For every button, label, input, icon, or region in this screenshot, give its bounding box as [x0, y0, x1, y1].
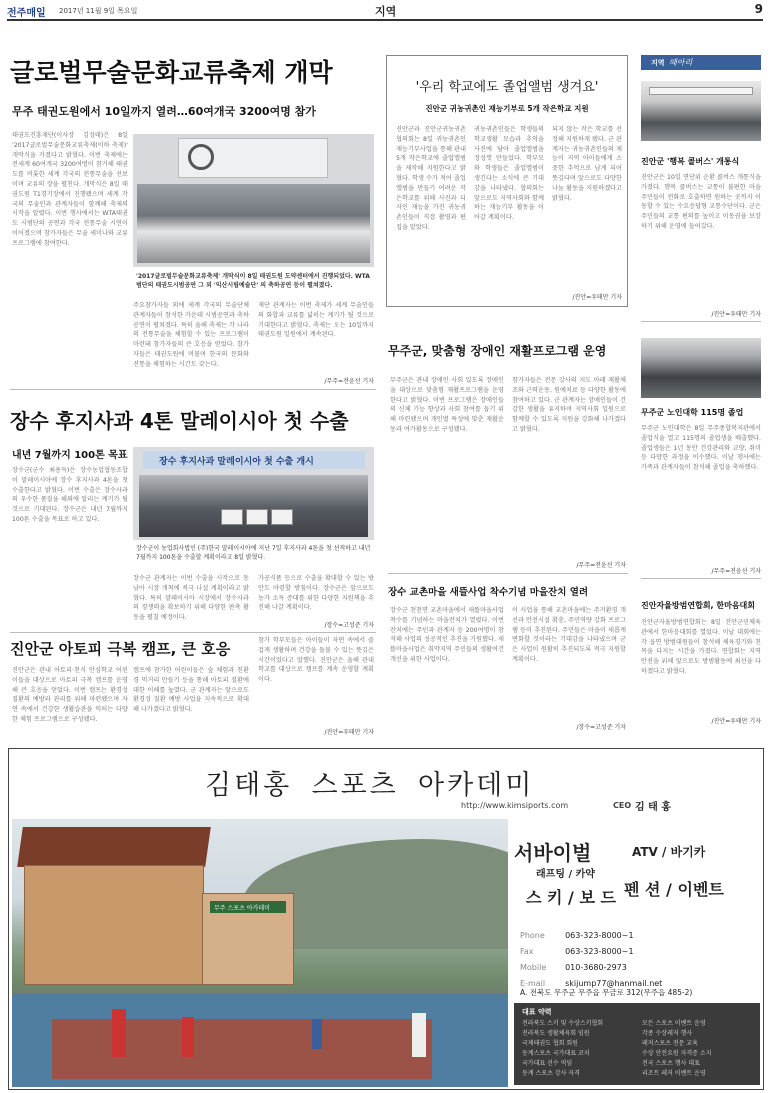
building-sign: [210, 901, 286, 913]
article6-title: 장수 교촌마을 새뜰사업 착수기념 마을잔치 열려: [388, 587, 589, 598]
taekwondo-logo-icon: [188, 144, 214, 170]
ad-ceo-name: 김 태 홍: [635, 802, 671, 813]
ad-frame: [8, 748, 764, 1090]
article6-byline: /장수=고성준 기자: [576, 724, 626, 731]
ad-mobile-label: Mobile: [520, 963, 547, 972]
rule-3: [388, 573, 628, 574]
ad-fax-label: Fax: [520, 947, 534, 956]
article2-title: 장수 후지사과 4톤 말레이시아 첫 수출: [10, 409, 349, 433]
building-roof: [17, 827, 211, 867]
article3-byline: /진안=우태만 기자: [324, 729, 374, 736]
ad-mobile: 010-3680-2973: [565, 963, 627, 972]
sidebar-label-accent: 때아리: [669, 58, 693, 67]
sidebar-photo-2: [641, 338, 761, 398]
building: [24, 865, 204, 985]
crowd: [137, 184, 370, 263]
article3-col3: 참가 학부모들은 아이들이 자연 속에서 즐겁게 생활하며 건강을 돌볼 수 있는 뜻깊은 시간이었다고 말했다. 진안군은 올해 관내 학교를 대상으로 캠프를 계속 운영할 계획이다.: [258, 637, 374, 684]
sidebar-rule-1: [641, 321, 761, 322]
ad-history-right: [642, 1019, 758, 1079]
article3-col1: 진안군은 관내 아토피·천식 안심학교 어린이들을 대상으로 아토피 극복 캠프를 운영해 큰 호응을 얻었다. 이번 캠프는 환경성 질환의 예방과 관리를 위해 마련됐으며 자연 속에서 건강한 생활습관을 익히는 다양한 체험 프로그램으로 구성됐다.: [12, 667, 128, 723]
ad-history-item: 국가대표 선수 역임: [522, 1060, 573, 1067]
article5-title: 무주군, 맞춤형 장애인 재활프로그램 운영: [388, 344, 607, 358]
sidebar-item2-text: 무주군 노인대학은 8일 무주종합복지관에서 졸업식을 열고 115명의 졸업생을 배출했다. 졸업생들은 1년 동안 건강관리와 교양, 취미 등 다양한 과정을 이수했다. 이날 행사에는 가족과 관계자들이 참석해 졸업을 축하했다.: [641, 425, 761, 472]
ad-fax: 063-323-8000~1: [565, 947, 634, 956]
building-sign-text: 무주 스포츠 아카데미: [214, 905, 270, 912]
article1-col1: 태권도진흥재단(이사장 김성태)은 8일 '2017글로벌무술문화교류축제(이하 축제)' 개막식을 가졌다고 밝혔다. 이번 축제에는 전세계 60여개국 3200여명이 참가해 태권도를 비롯한 세계 각국의 전통무술을 선보이며 교류의 장을 펼친다. 개막식은 8일 태권도원 T1경기장에서 진행됐으며 세계 각국의 무술인과 관계자들이 함께해 축제의 시작을 알렸다. 이번 행사에서는 WTA태권도 시범단의 공연과 각국 전통무술 시연이 이어졌으며 참가자들은 무술 세미나와 교류 프로그램에 참여한다.: [12, 132, 128, 247]
ad-history-item: 리조트 레저 이벤트 운영: [642, 1070, 706, 1077]
sidebar-item1-text: 진안군은 10일 면단위 순환 콜버스 개통식을 가졌다. 행복 콜버스는 교통이 불편한 마을 주민들이 전화로 호출하면 원하는 곳까지 이동할 수 있는 수요응답형 교통수단이다. 군은 주민들의 교통 편의를 높이고 이동권을 보장하기 위해 운영에 들어갔다.: [641, 174, 761, 230]
ad-url: http://www.kimsiports.com: [461, 801, 569, 810]
page-number: 9: [754, 2, 763, 16]
article4-col1: 진안군과 진안군귀농귀촌협의회는 8일 귀농귀촌인 재능기부사업을 통해 관내 5개 작은학교에 졸업앨범을 제작해 지원한다고 밝혔다. 학생 수가 적어 졸업앨범을 만들기 어려운 작은학교를 위해 사진과 디자인 재능을 가진 귀농귀촌인들이 직접 촬영과 편집을 맡았다.: [396, 126, 466, 231]
photo-banner-text: 장수 후지사과 말레이시아 첫 수출 개시: [159, 457, 314, 467]
ad-right-sub3: 스 키 / 보 드: [526, 888, 616, 907]
article2-photo-caption: 장수군이 농업회사법인 (주)한국 말레이시아에 지난 7일 후지사과 4톤을 첫 선적하고 내년 7월까지 100톤을 수출할 계획이라고 8일 밝혔다.: [136, 545, 371, 561]
ad-history-item: 수상 안전요원 자격증 소지: [642, 1050, 712, 1057]
article2-col2: 장수군 관계자는 이번 수출을 시작으로 동남아 시장 개척에 적극 나설 계획이라고 밝혔다. 특히 말레이시아 시장에서 장수사과의 경쟁력을 확보하기 위해 다양한 판촉 활동을 펼칠 예정이다.: [133, 575, 249, 622]
article4-subtitle: 진안군 귀농귀촌인 재능기부로 5개 작은학교 지원: [425, 104, 589, 113]
section-name: 지역: [375, 5, 397, 18]
apple-box-3: [271, 509, 293, 525]
masthead-rule: [7, 19, 763, 21]
ad-history-item: 동계 스포츠 강사 자격: [522, 1070, 580, 1077]
article2-col1: 장수군(군수 최용득)은 장수농업협동조합이 말레이시아에 장수 후지사과 4톤을 첫 수출한다고 밝혔다. 이번 수출은 장수사과의 우수한 품질을 해외에 알리는 계기가 될 것으로 기대된다. 장수군은 내년 7월까지 100톤 수출을 목표로 하고 있다.: [12, 467, 128, 523]
ad-phone: 063-323-8000~1: [565, 931, 634, 940]
article6-col2: 이 사업을 통해 교촌마을에는 주거환경 개선과 안전시설 확충, 주민역량 강화 프로그램 등이 추진된다. 주민들은 마을이 새롭게 변화할 것이라는 기대감을 나타냈으며 군은 사업이 원활히 추진되도록 적극 지원할 계획이다.: [512, 607, 626, 663]
article1-col2: 주요참가자들 외에 세계 각국의 무술단체 관계자들이 참석한 가운데 시범공연과 축하공연이 펼쳐졌다. 특히 올해 축제는 각 나라의 전통무술을 체험할 수 있는 프로그램이 마련돼 참가자들의 큰 호응을 얻었다. 참가자들은 태권도원에 머물며 한국의 문화와 전통을 체험하는 시간도 갖는다.: [133, 302, 249, 368]
sidebar-item3-byline: /진안=우태만 기자: [711, 718, 761, 725]
player-1: [112, 1009, 126, 1057]
ad-right-sub1: 래프팅 / 카약: [536, 869, 595, 880]
ad-history-item: 동계스포츠 국가대표 코치: [522, 1050, 590, 1057]
ad-right-title: 서바이벌: [514, 841, 592, 865]
player-3: [412, 1013, 426, 1057]
article4-col2: 귀농귀촌인들은 학생들의 학교생활 모습과 추억을 사진에 담아 졸업앨범을 정성껏 만들었다. 학부모와 학생들은 졸업앨범이 생긴다는 소식에 큰 기대감을 나타냈다. 협의회는 앞으로도 지역사회와 함께하는 재능기부 활동을 이어갈 계획이다.: [474, 126, 544, 222]
article5-col2: 참가자들은 전문 강사의 지도 아래 재활체조와 근력운동, 원예치료 등 다양한 활동에 참여하고 있다. 군 관계자는 장애인들이 건강한 생활을 유지하며 지역사회 일원으로 함께할 수 있도록 지원을 강화해 나가겠다고 밝혔다.: [512, 377, 626, 433]
ad-history-title: 대표 약력: [522, 1008, 552, 1016]
article2-photo: [133, 447, 374, 540]
ad-history-item: 전국 스포츠 행사 대표: [642, 1060, 700, 1067]
ad-history-item: 모든 스포츠 이벤트 운영: [642, 1020, 706, 1027]
sidebar-photo-1: [641, 81, 761, 141]
ad-history-item: 레저스포츠 전문 교육: [642, 1040, 698, 1047]
ad-right-sub4: 펜 션 / 이벤트: [624, 880, 724, 899]
article4-col3: 되지 않는 작은 학교를 선정해 지원하게 됐다. 군 관계자는 귀농귀촌인들의 재능이 지역 아이들에게 소중한 추억으로 남게 되어 뜻깊다며 앞으로도 다양한 나눔 활동을 지원하겠다고 밝혔다.: [552, 126, 622, 202]
apple-box-1: [221, 509, 243, 525]
player-4: [312, 1019, 322, 1049]
paper-name: 전주매일: [7, 8, 46, 19]
ad-fax-row: [520, 939, 756, 956]
sidebar-item1-byline: /진안=우태만 기자: [711, 311, 761, 318]
article1-photo-caption: '2017글로벌무술문화교류축제' 개막식이 8일 태권도원 도약센터에서 진행되었다. WTA범단의 태권도시범공연 그 외 '익산시립예술단' 의 축하공연 등이 펼쳐졌다.: [136, 273, 370, 289]
apple-box-2: [246, 509, 268, 525]
article2-col3: 가공식품 등으로 수출을 확대할 수 있는 방안도 마련할 방침이다. 장수군은 앞으로도 농가 소득 증대를 위한 다양한 지원책을 추진해 나갈 계획이다.: [258, 575, 374, 612]
article6-col1: 장수군 천천면 교촌마을에서 새뜰마을사업 착수를 기념하는 마을잔치가 열렸다. 이번 잔치에는 주민과 관계자 등 200여명이 참석해 사업의 성공적인 추진을 기원했다. 새뜰마을사업은 취약지역 주민들의 생활여건 개선을 위한 사업이다.: [390, 607, 504, 663]
ad-phone-row: [520, 923, 756, 940]
ad-photo: [12, 819, 508, 1087]
ad-history-item: 국제태권도 협회 회원: [522, 1040, 578, 1047]
sidebar-item3-text: 진안군자율방범연합회는 8일 진안군민체육관에서 한마음대회를 열었다. 이날 대회에는 각 읍면 방범대원들이 참석해 체육경기와 친목을 다지는 시간을 가졌다. 연합회는 지역 안전을 위해 앞으로도 방범활동에 최선을 다하겠다고 밝혔다.: [641, 619, 761, 675]
ad-mobile-row: [520, 955, 756, 972]
bus-banner: [649, 87, 753, 95]
player-2: [182, 1017, 194, 1057]
sidebar-item2-title: 무주군 노인대학 115명 졸업: [641, 408, 744, 417]
ad-phone-label: Phone: [520, 931, 545, 940]
ad-right-panel: [514, 837, 760, 1087]
article4-byline: /진안=우태만 기자: [572, 294, 622, 301]
ad-history-left: [522, 1019, 640, 1079]
ad-address: A. 전북도 무주군 무주읍 무금로 312(무주읍 485-2): [520, 988, 693, 997]
ad-brand: 김태홍 스포츠 아카데미: [205, 770, 535, 801]
article3-col2: 캠프에 참가한 어린이들은 숲 체험과 친환경 먹거리 만들기 등을 통해 아토피 질환에 대한 이해를 높였다. 군 관계자는 앞으로도 환경성 질환 예방 사업을 지속적으로 확대해 나가겠다고 밝혔다.: [133, 667, 249, 714]
sidebar-item3-title: 진안자율방범연합회, 한마음대회: [641, 601, 756, 610]
rule-1: [10, 389, 376, 390]
court-red: [52, 1019, 432, 1079]
photo-banner: [143, 451, 365, 469]
article5-byline: /무주=전윤선 기자: [576, 562, 626, 569]
sidebar-label-text: 지역: [651, 59, 665, 67]
article1-photo: [133, 134, 374, 267]
issue-date: 2017년 11월 9일 목요일: [59, 7, 138, 15]
ad-email-label: E-mail: [520, 979, 546, 988]
article5-col1: 무주군은 관내 장애인 사회 있도록 장애인을 대상으로 맞춤형 재활프로그램을 운영한다고 밝혔다. 이번 프로그램은 장애인들의 신체 기능 향상과 사회 참여를 돕기 위해 마련됐으며 개인별 특성에 맞춘 재활운동과 여가활동으로 구성됐다.: [390, 377, 504, 433]
ad-history-box: [514, 1003, 760, 1085]
people-row: [139, 475, 368, 537]
sidebar-item1-title: 진안군 '행복 콜버스' 개통식: [641, 157, 740, 166]
sidebar-item2-byline: /무주=전윤선 기자: [711, 568, 761, 575]
article1-subtitle: 무주 태권도원에서 10일까지 열려…60여개국 3200여명 참가: [12, 105, 316, 118]
sidebar-rule-2: [641, 578, 761, 579]
rule-2: [10, 632, 376, 633]
ad-right-sub2: ATV / 바기카: [632, 845, 706, 859]
sidebar-label: [641, 55, 761, 70]
ad-history-item: 각종 수상레저 행사: [642, 1030, 693, 1037]
ad-ceo-label: CEO: [613, 801, 632, 810]
ad-history-item: 전라북도 스키 및 수상스키협회: [522, 1020, 604, 1027]
article1-col3: 재단 관계자는 이번 축제가 세계 무술인들의 화합과 교류를 넓히는 계기가 될 것으로 기대한다고 밝혔다. 축제는 오는 10일까지 태권도원 일원에서 계속된다.: [258, 302, 374, 339]
article1-title: 글로벌무술문화교류축제 개막: [10, 58, 333, 87]
article2-byline: /장수=고성준 기자: [324, 622, 374, 629]
ad-email-row: [520, 971, 756, 988]
article4-title: '우리 학교에도 졸업앨범 생겨요': [415, 80, 599, 95]
masthead: [7, 2, 763, 20]
article2-subtitle: 내년 7월까지 100톤 목표: [12, 450, 128, 461]
ad-email[interactable]: skijump77@hanmail.net: [565, 979, 663, 988]
article1-byline: /무주=전윤선 기자: [324, 378, 374, 385]
article3-title: 진안군 아토피 극복 캠프, 큰 호응: [10, 640, 231, 658]
ad-history-item: 전라북도 생활체육회 임원: [522, 1030, 590, 1037]
